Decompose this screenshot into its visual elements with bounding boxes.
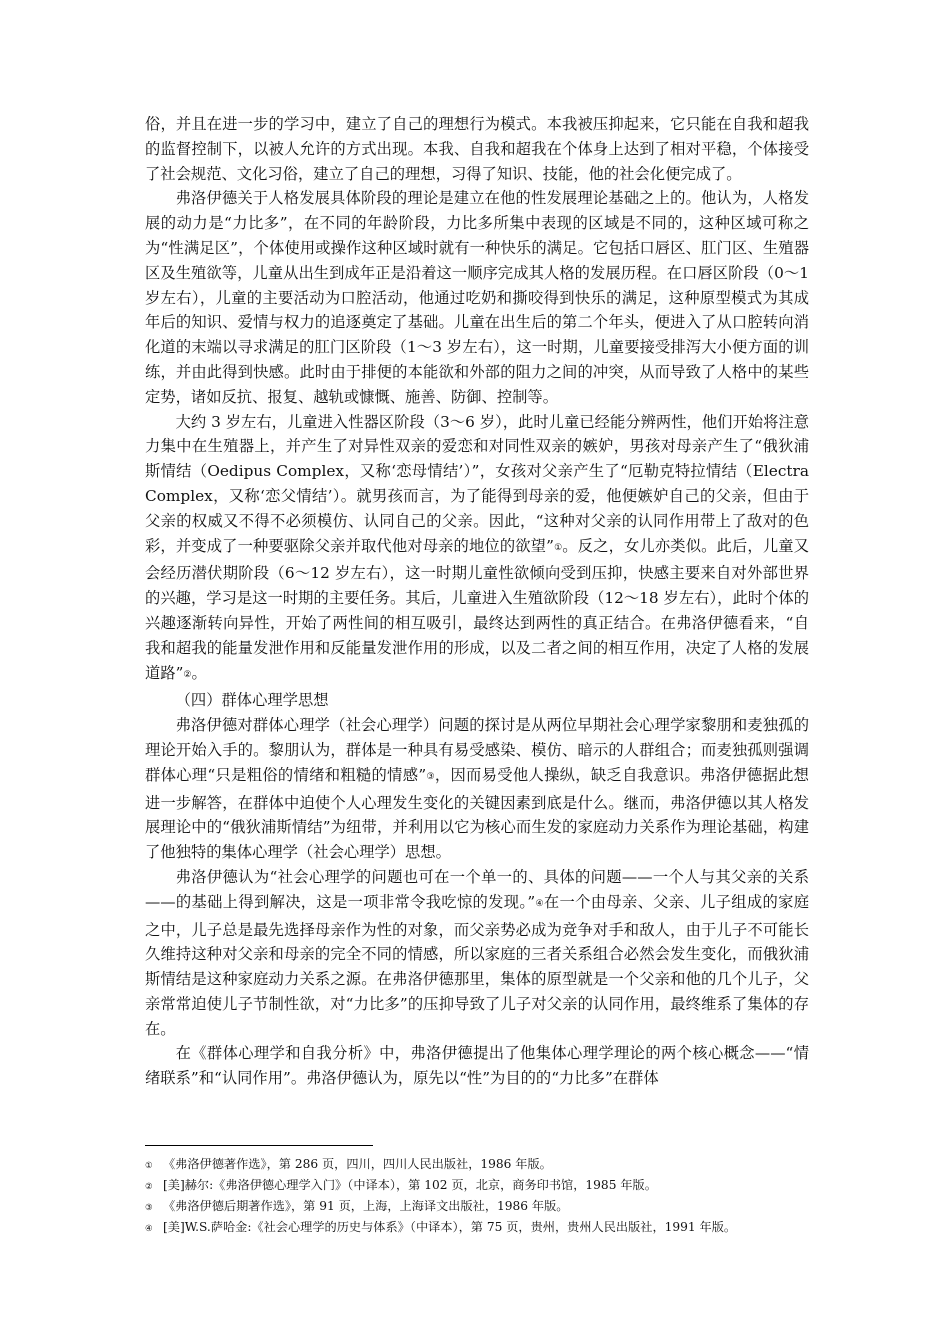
footnote-mark: ③	[145, 1203, 153, 1213]
paragraph-text: 。反之，女儿亦类似。此后，儿童又会经历潜伏期阶段（6～12 岁左右），这一时期儿童性欲倾向受到压抑，快感主要来自对外部世界的兴趣，学习是这一时期的主要任务。其后，儿童进入生殖欲阶段（12～18 岁左右），此时个体的兴趣逐渐转向异性，开始了两性间的相互吸引，最终达到两性的真正结合。在弗洛伊德看来，“自我和超我的能量发泄作用和反能量发泄作用的形成，以及二者之间的相互作用，决定了人格的发展道路”	[145, 536, 809, 682]
footnote-mark: ④	[145, 1224, 153, 1234]
footnote-separator	[145, 1145, 373, 1146]
footnote-ref-1[interactable]: ①	[553, 542, 563, 553]
footnote-ref-4[interactable]: ④	[535, 898, 544, 909]
paragraph-text: 大约 3 岁左右，儿童进入性器区阶段（3～6 岁），此时儿童已经能分辨两性，他们开始将注意力集中在生殖器上，并产生了对异性双亲的爱恋和对同性双亲的嫉妒，男孩对母亲产生了“俄狄浦斯情结（Oedipus Complex，又称‘恋母情结’）”，女孩对父亲产生了“厄勒克特拉情结（Electra Complex，又称‘恋父情结’）。就男孩而言，为了能得到母亲的爱，他便嫉妒自己的父亲，但由于父亲的权威又不得不必须模仿、认同自己的父亲。因此，“这种对父亲的认同作用带上了敌对的色彩，并变成了一种要驱除父亲并取代他对母亲的地位的欲望”	[145, 412, 809, 555]
footnote-text: 《弗洛伊德后期著作选》，第 91 页，上海，上海译文出版社，1986 年版。	[163, 1199, 569, 1213]
paragraph-text: 在一个由母亲、父亲、儿子组成的家庭之中，儿子总是最先选择母亲作为性的对象，而父亲势必成为竞争对手和敌人，由于儿子不可能长久维持这种对父亲和母亲的完全不同的情感，所以家庭的三者关系组合必然会发生变化，而俄狄浦斯情结是这种家庭动力关系之源。在弗洛伊德那里，集体的原型就是一个父亲和他的几个儿子，父亲常常迫使儿子节制性欲，对“力比多”的压抑导致了儿子对父亲的认同作用，最终维系了集体的存在。	[145, 892, 809, 1038]
footnote-3	[145, 1197, 825, 1218]
footnote-text: [美]赫尔:《弗洛伊德心理学入门》（中译本），第 102 页，北京，商务印书馆，1985 年版。	[163, 1178, 657, 1192]
paragraph-personality-stages	[145, 186, 809, 409]
footnote-ref-3[interactable]: ③	[426, 771, 435, 782]
paragraph-phallic-stage	[145, 410, 809, 689]
footnote-mark: ②	[145, 1182, 153, 1192]
paragraph-text: 在《群体心理学和自我分析》中，弗洛伊德提出了他集体心理学理论的两个核心概念——“情绪联系”和“认同作用”。弗洛伊德认为，原先以“性”为目的的“力比多”在群体	[145, 1044, 809, 1088]
section-heading	[145, 688, 809, 713]
paragraph-core-concepts	[145, 1041, 809, 1091]
footnote-text: 《弗洛伊德著作选》，第 286 页，四川，四川人民出版社，1986 年版。	[163, 1157, 552, 1171]
footnote-1	[145, 1155, 825, 1176]
footnote-4	[145, 1218, 825, 1239]
footnote-ref-2[interactable]: ②	[183, 669, 192, 680]
paragraph-text: 弗洛伊德对群体心理学（社会心理学）问题的探讨是从两位早期社会心理学家黎朋和麦独孤的理论开始入手的。黎朋认为，群体是一种具有易受感染、模仿、暗示的人群组合；而麦独孤则强调群体心理“只是粗俗的情绪和粗糙的情感”	[145, 716, 809, 784]
paragraph-group-psychology	[145, 713, 809, 865]
footnote-mark: ①	[145, 1161, 153, 1171]
footnote-text: [美]W.S.萨哈金:《社会心理学的历史与体系》（中译本），第 75 页，贵州，贵州人民出版社，1991 年版。	[163, 1220, 737, 1234]
heading-text: （四）群体心理学思想	[175, 691, 329, 710]
paragraph-text: 。	[191, 663, 207, 682]
paragraph-family-dynamics	[145, 865, 809, 1042]
paragraph-text: ，因而易受他人操纵，缺乏自我意识。弗洛伊德据此想进一步解答，在群体中迫使个人心理发生变化的关键因素到底是什么。继而，弗洛伊德以其人格发展理论中的“俄狄浦斯情结”为纽带，并利用以它为核心而生发的家庭动力关系作为理论基础，构建了他独特的集体心理学（社会心理学）思想。	[145, 765, 809, 862]
paragraph-text: 弗洛伊德认为“社会心理学的问题也可在一个单一的、具体的问题——一个人与其父亲的关系——的基础上得到解决，这是一项非常令我吃惊的发现。”	[145, 867, 809, 911]
footnotes	[145, 1155, 825, 1239]
paragraph-text: 俗，并且在进一步的学习中，建立了自己的理想行为模式。本我被压抑起来，它只能在自我和超我的监督控制下，以被人允许的方式出现。本我、自我和超我在个体身上达到了相对平稳，个体接受了社会规范、文化习俗，建立了自己的理想，习得了知识、技能，他的社会化便完成了。	[145, 115, 809, 183]
paragraph-continuation	[145, 112, 809, 186]
body-text	[145, 112, 809, 1091]
paragraph-text: 弗洛伊德关于人格发展具体阶段的理论是建立在他的性发展理论基础之上的。他认为，人格发展的动力是“力比多”，在不同的年龄阶段，力比多所集中表现的区域是不同的，这种区域可称之为“性满足区”，个体使用或操作这种区域时就有一种快乐的满足。它包括口唇区、肛门区、生殖器区及生殖欲等，儿童从出生到成年正是沿着这一顺序完成其人格的发展历程。在口唇区阶段（0～1 岁左右），儿童的主要活动为口腔活动，他通过吃奶和撕咬得到快乐的满足，这种原型模式为其成年后的知识、爱情与权力的追逐奠定了基础。儿童在出生后的第二个年头，便进入了从口腔转向消化道的末端以寻求满足的肛门区阶段（1～3 岁左右），这一时期，儿童要接受排泻大小便方面的训练，并由此得到快感。此时由于排便的本能欲和外部的阻力之间的冲突，从而导致了人格中的某些定势，诸如反抗、报复、越轨或慷慨、施善、防御、控制等。	[145, 189, 809, 406]
footnote-2	[145, 1176, 825, 1197]
